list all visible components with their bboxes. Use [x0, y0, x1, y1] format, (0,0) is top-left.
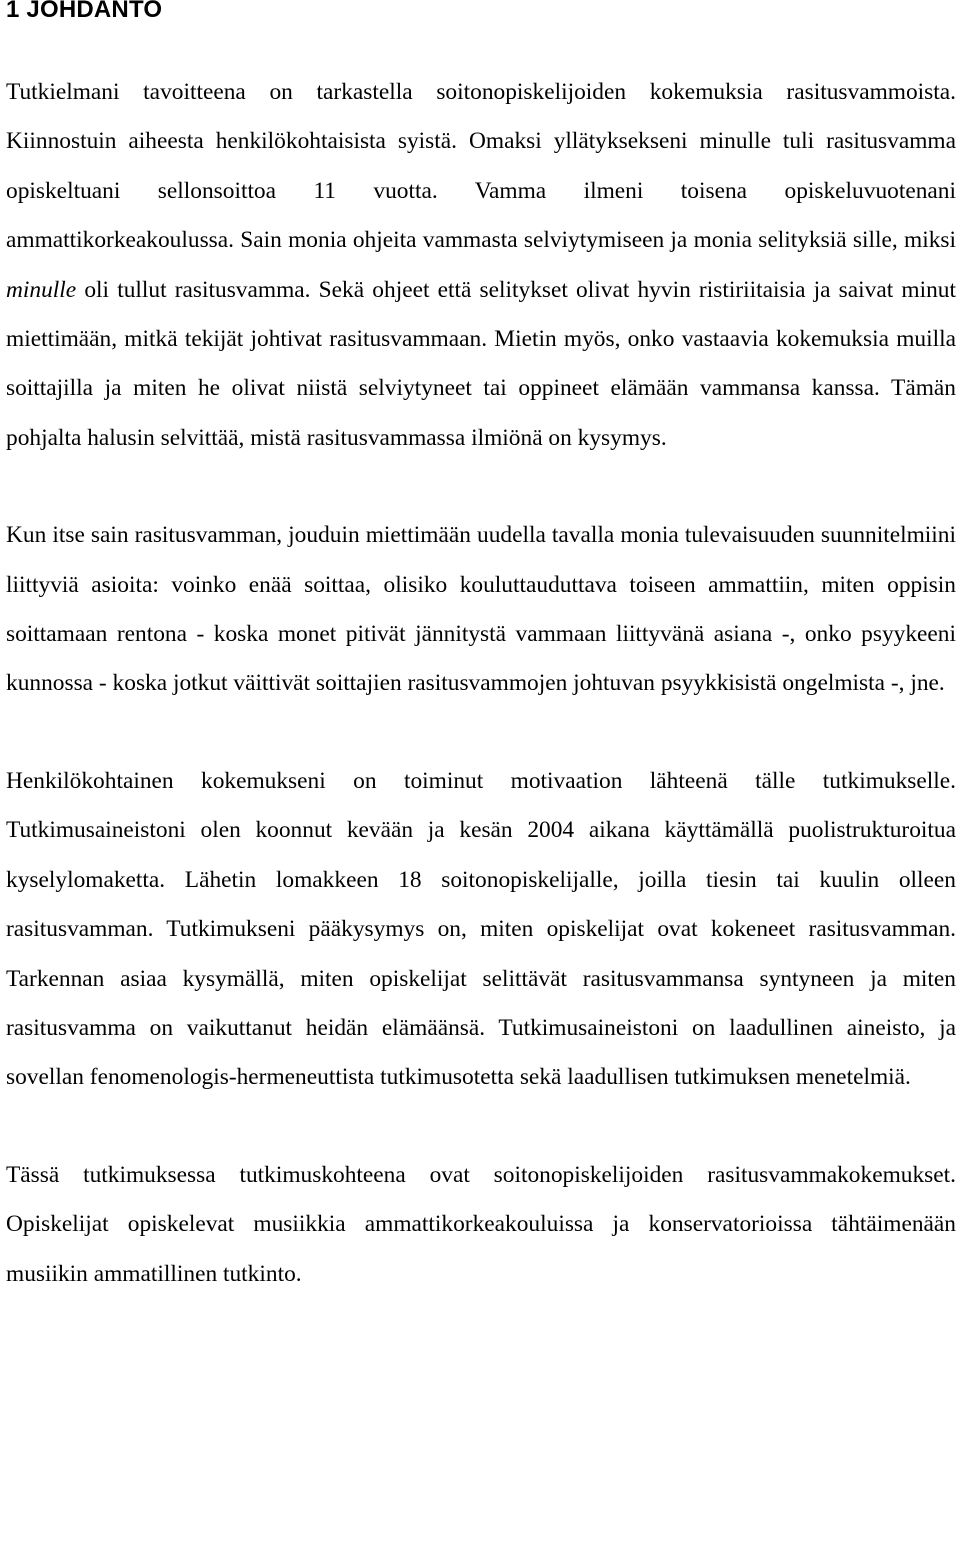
paragraph-3: Henkilökohtainen kokemukseni on toiminut motivaation lähteenä tälle tutkimukselle. Tutkimusaineistoni olen koonnut kevään ja kesän 2004 aikana käyttämällä puolistrukturoitua kyselylomaketta. Lähetin lomakkeen 18 soitonopiskelijalle, joilla tiesin tai kuulin olleen rasitusvamman. Tutkimukseni pääkysymys on, miten opiskelijat ovat kokeneet rasitusvamman. Tarkennan asiaa kysymällä, miten opiskelijat selittävät rasitusvammansa syntyneen ja miten rasitusvamma on vaikuttanut heidän elämäänsä. Tutkimusaineistoni on laadullinen aineisto, ja sovellan fenomenologis-hermeneuttista tutkimusotetta sekä laadullisen tutkimuksen menetelmiä.	[6, 767, 956, 1091]
paragraph-1-text-b: oli tullut rasitusvamma. Sekä ohjeet että selitykset olivat hyvin ristiriitaisia ja saivat minut miettimään, mitkä tekijät johtivat rasitusvammaan. Mietin myös, onko vastaavia kokemuksia muilla soittajilla ja miten he olivat niistä selviytyneet tai oppineet elämään vammansa kanssa. Tämän pohjalta halusin selvittää, mistä rasitusvammassa ilmiönä on kysymys.	[6, 276, 956, 451]
section-heading: 1 JOHDANTO	[6, 0, 163, 23]
paragraph-1-emphasis: minulle	[6, 276, 77, 303]
paragraph-1-text-a: Tutkielmani tavoitteena on tarkastella soitonopiskelijoiden kokemuksia rasitusvammoista. Kiinnostuin aiheesta henkilökohtaisista syistä. Omaksi yllätyksekseni minulle tuli rasitusvamma opiskeltuani sellonsoittoa 11 vuotta. Vamma ilmeni toisena opiskeluvuotenani ammattikorkeakoulussa. Sain monia ohjeita vammasta selviytymiseen ja monia selityksiä sille, miksi	[6, 79, 956, 254]
paragraph-1	[6, 68, 956, 463]
paragraph-4: Tässä tutkimuksessa tutkimuskohteena ovat soitonopiskelijoiden rasitusvammakokemukset. Opiskelijat opiskelevat musiikkia ammattikorkeakouluissa ja konservatorioissa tähtäimenään musiikin ammatillinen tutkinto.	[6, 1161, 956, 1287]
paragraph-2: Kun itse sain rasitusvamman, jouduin miettimään uudella tavalla monia tulevaisuuden suunnitelmiini liittyviä asioita: voinko enää soittaa, olisiko kouluttauduttava toiseen ammattiin, miten oppisin soittamaan rentona - koska monet pitivät jännitystä vammaan liittyvänä asiana -, onko psyykeeni kunnossa - koska jotkut väittivät soittajien rasitusvammojen johtuvan psyykkisistä ongelmista -, jne.	[6, 522, 956, 697]
document-page	[6, 0, 956, 1299]
